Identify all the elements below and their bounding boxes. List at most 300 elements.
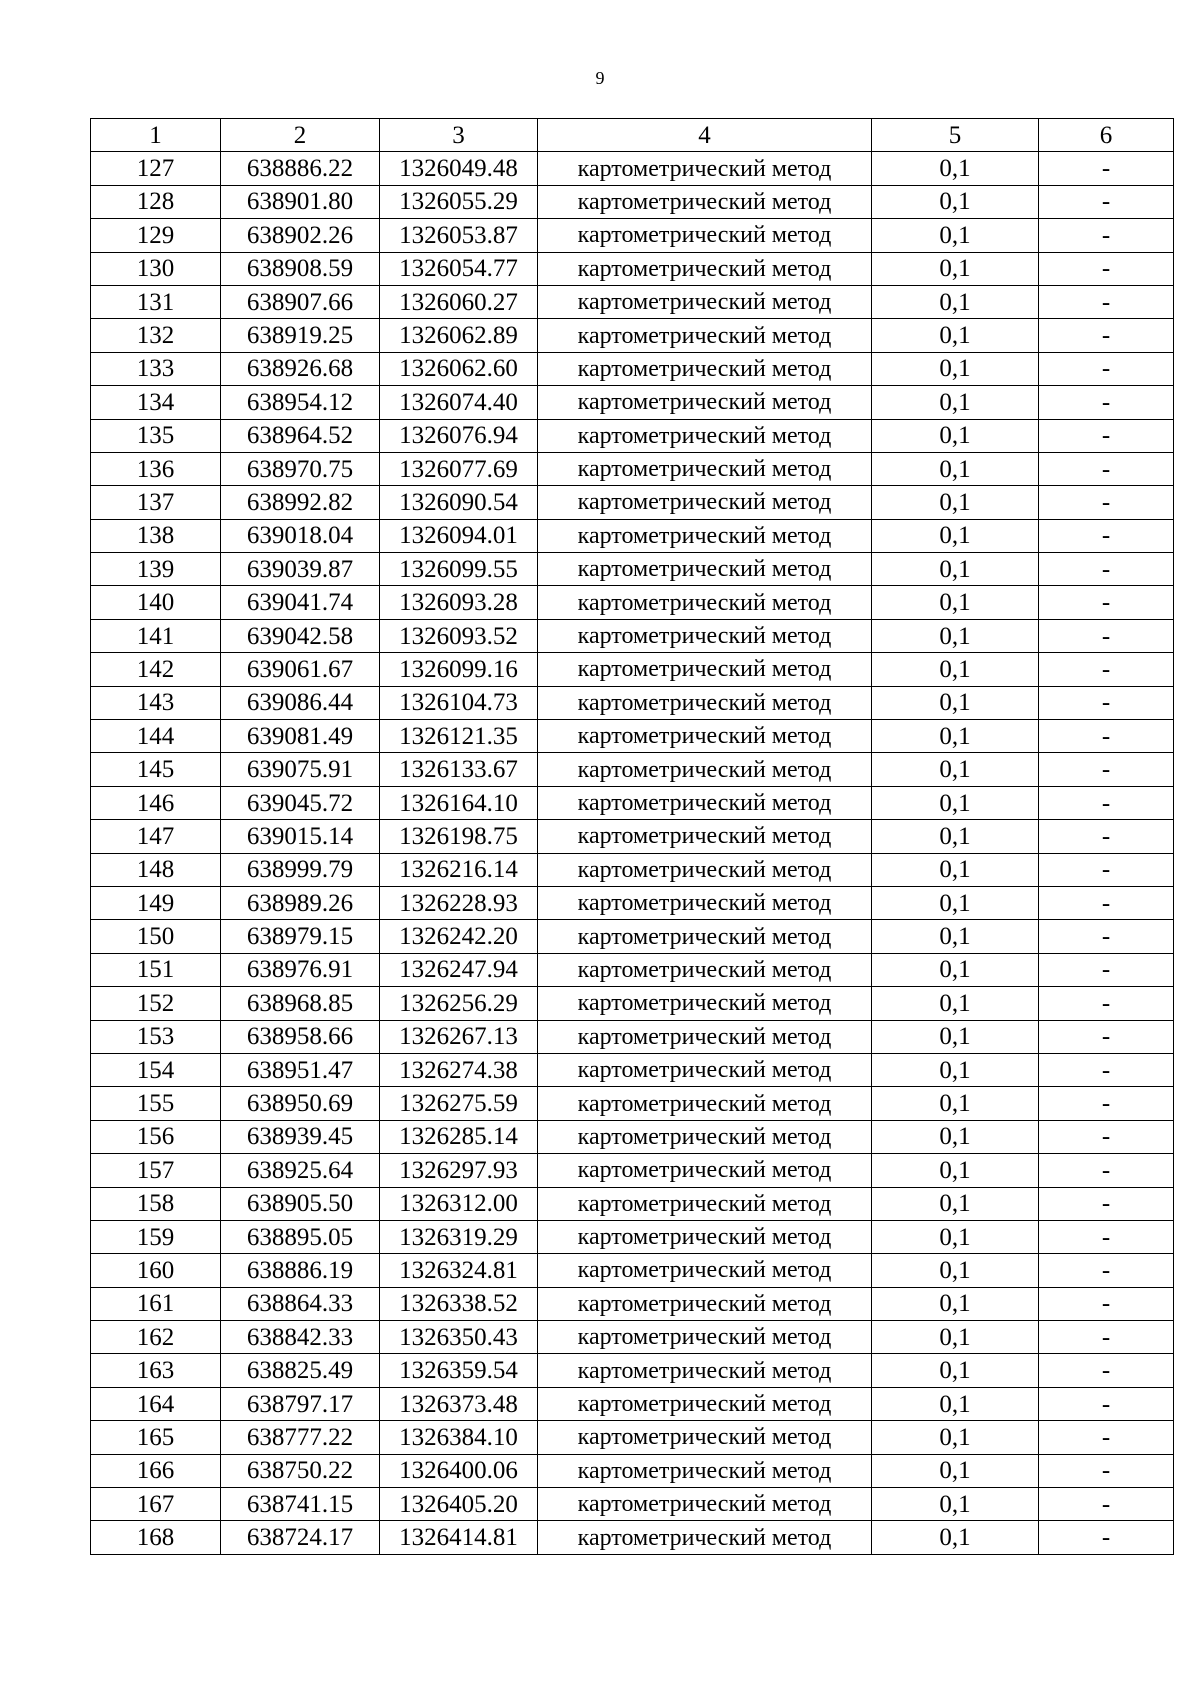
table-row [91, 219, 1174, 252]
note-cell: - [1039, 1187, 1174, 1220]
method-cell: картометрический метод [538, 1220, 872, 1253]
table-row [91, 920, 1174, 953]
method-cell: картометрический метод [538, 1387, 872, 1420]
y-coordinate-cell: 1326350.43 [380, 1321, 538, 1354]
y-coordinate-cell: 1326297.93 [380, 1154, 538, 1187]
x-coordinate-cell: 638926.68 [221, 352, 380, 385]
point-number-cell: 137 [91, 486, 221, 519]
y-coordinate-cell: 1326053.87 [380, 219, 538, 252]
accuracy-cell: 0,1 [872, 1020, 1039, 1053]
point-number-cell: 166 [91, 1454, 221, 1487]
point-number-cell: 151 [91, 953, 221, 986]
note-cell: - [1039, 1254, 1174, 1287]
accuracy-cell: 0,1 [872, 1220, 1039, 1253]
x-coordinate-cell: 638958.66 [221, 1020, 380, 1053]
note-cell: - [1039, 185, 1174, 218]
table-row [91, 853, 1174, 886]
table-row [91, 452, 1174, 485]
y-coordinate-cell: 1326090.54 [380, 486, 538, 519]
note-cell: - [1039, 1321, 1174, 1354]
method-cell: картометрический метод [538, 686, 872, 719]
accuracy-cell: 0,1 [872, 1421, 1039, 1454]
x-coordinate-cell: 639061.67 [221, 653, 380, 686]
table-row [91, 1387, 1174, 1420]
y-coordinate-cell: 1326099.16 [380, 653, 538, 686]
x-coordinate-cell: 638992.82 [221, 486, 380, 519]
note-cell: - [1039, 219, 1174, 252]
x-coordinate-cell: 638950.69 [221, 1087, 380, 1120]
point-number-cell: 138 [91, 519, 221, 552]
accuracy-cell: 0,1 [872, 1354, 1039, 1387]
method-cell: картометрический метод [538, 152, 872, 185]
table-row [91, 1321, 1174, 1354]
table-row [91, 252, 1174, 285]
y-coordinate-cell: 1326359.54 [380, 1354, 538, 1387]
x-coordinate-cell: 638970.75 [221, 452, 380, 485]
coordinates-table [90, 118, 1174, 1555]
note-cell: - [1039, 720, 1174, 753]
y-coordinate-cell: 1326198.75 [380, 820, 538, 853]
note-cell: - [1039, 886, 1174, 919]
point-number-cell: 139 [91, 553, 221, 586]
header-cell-1: 1 [91, 119, 221, 152]
y-coordinate-cell: 1326094.01 [380, 519, 538, 552]
method-cell: картометрический метод [538, 1354, 872, 1387]
note-cell: - [1039, 1154, 1174, 1187]
x-coordinate-cell: 638825.49 [221, 1354, 380, 1387]
accuracy-cell: 0,1 [872, 987, 1039, 1020]
point-number-cell: 134 [91, 386, 221, 419]
point-number-cell: 162 [91, 1321, 221, 1354]
x-coordinate-cell: 639018.04 [221, 519, 380, 552]
method-cell: картометрический метод [538, 1254, 872, 1287]
note-cell: - [1039, 1220, 1174, 1253]
y-coordinate-cell: 1326049.48 [380, 152, 538, 185]
header-cell-4: 4 [538, 119, 872, 152]
table-row [91, 419, 1174, 452]
y-coordinate-cell: 1326060.27 [380, 285, 538, 318]
note-cell: - [1039, 753, 1174, 786]
method-cell: картометрический метод [538, 1020, 872, 1053]
method-cell: картометрический метод [538, 1154, 872, 1187]
point-number-cell: 135 [91, 419, 221, 452]
table-row [91, 185, 1174, 218]
method-cell: картометрический метод [538, 853, 872, 886]
point-number-cell: 144 [91, 720, 221, 753]
x-coordinate-cell: 638907.66 [221, 285, 380, 318]
method-cell: картометрический метод [538, 1454, 872, 1487]
table-row [91, 1488, 1174, 1521]
note-cell: - [1039, 319, 1174, 352]
y-coordinate-cell: 1326373.48 [380, 1387, 538, 1420]
x-coordinate-cell: 638939.45 [221, 1120, 380, 1153]
point-number-cell: 127 [91, 152, 221, 185]
point-number-cell: 160 [91, 1254, 221, 1287]
y-coordinate-cell: 1326121.35 [380, 720, 538, 753]
note-cell: - [1039, 1053, 1174, 1086]
method-cell: картометрический метод [538, 519, 872, 552]
x-coordinate-cell: 638964.52 [221, 419, 380, 452]
method-cell: картометрический метод [538, 1421, 872, 1454]
y-coordinate-cell: 1326077.69 [380, 452, 538, 485]
table-row [91, 619, 1174, 652]
note-cell: - [1039, 553, 1174, 586]
header-row [91, 119, 1174, 152]
note-cell: - [1039, 252, 1174, 285]
table-row [91, 820, 1174, 853]
table-row [91, 586, 1174, 619]
y-coordinate-cell: 1326093.52 [380, 619, 538, 652]
accuracy-cell: 0,1 [872, 953, 1039, 986]
x-coordinate-cell: 638925.64 [221, 1154, 380, 1187]
note-cell: - [1039, 653, 1174, 686]
accuracy-cell: 0,1 [872, 1321, 1039, 1354]
x-coordinate-cell: 639081.49 [221, 720, 380, 753]
method-cell: картометрический метод [538, 619, 872, 652]
method-cell: картометрический метод [538, 352, 872, 385]
method-cell: картометрический метод [538, 452, 872, 485]
point-number-cell: 148 [91, 853, 221, 886]
y-coordinate-cell: 1326247.94 [380, 953, 538, 986]
y-coordinate-cell: 1326076.94 [380, 419, 538, 452]
y-coordinate-cell: 1326312.00 [380, 1187, 538, 1220]
point-number-cell: 159 [91, 1220, 221, 1253]
method-cell: картометрический метод [538, 953, 872, 986]
y-coordinate-cell: 1326055.29 [380, 185, 538, 218]
method-cell: картометрический метод [538, 185, 872, 218]
method-cell: картометрический метод [538, 1488, 872, 1521]
x-coordinate-cell: 638724.17 [221, 1521, 380, 1554]
x-coordinate-cell: 639015.14 [221, 820, 380, 853]
table-row [91, 1521, 1174, 1554]
x-coordinate-cell: 639045.72 [221, 786, 380, 819]
note-cell: - [1039, 386, 1174, 419]
table-header [91, 119, 1174, 152]
accuracy-cell: 0,1 [872, 653, 1039, 686]
accuracy-cell: 0,1 [872, 686, 1039, 719]
note-cell: - [1039, 619, 1174, 652]
table-row [91, 1220, 1174, 1253]
note-cell: - [1039, 285, 1174, 318]
note-cell: - [1039, 1120, 1174, 1153]
x-coordinate-cell: 638886.19 [221, 1254, 380, 1287]
accuracy-cell: 0,1 [872, 519, 1039, 552]
accuracy-cell: 0,1 [872, 252, 1039, 285]
method-cell: картометрический метод [538, 1087, 872, 1120]
y-coordinate-cell: 1326164.10 [380, 786, 538, 819]
x-coordinate-cell: 638976.91 [221, 953, 380, 986]
note-cell: - [1039, 1488, 1174, 1521]
accuracy-cell: 0,1 [872, 586, 1039, 619]
point-number-cell: 163 [91, 1354, 221, 1387]
accuracy-cell: 0,1 [872, 1154, 1039, 1187]
y-coordinate-cell: 1326267.13 [380, 1020, 538, 1053]
table-row [91, 1020, 1174, 1053]
x-coordinate-cell: 638741.15 [221, 1488, 380, 1521]
x-coordinate-cell: 638797.17 [221, 1387, 380, 1420]
table-row [91, 1120, 1174, 1153]
y-coordinate-cell: 1326104.73 [380, 686, 538, 719]
y-coordinate-cell: 1326400.06 [380, 1454, 538, 1487]
accuracy-cell: 0,1 [872, 1287, 1039, 1320]
table-row [91, 653, 1174, 686]
table-row [91, 1254, 1174, 1287]
table-row [91, 1454, 1174, 1487]
page-number: 9 [595, 68, 605, 88]
accuracy-cell: 0,1 [872, 419, 1039, 452]
accuracy-cell: 0,1 [872, 352, 1039, 385]
method-cell: картометрический метод [538, 419, 872, 452]
note-cell: - [1039, 1020, 1174, 1053]
note-cell: - [1039, 1387, 1174, 1420]
point-number-cell: 131 [91, 285, 221, 318]
x-coordinate-cell: 639086.44 [221, 686, 380, 719]
method-cell: картометрический метод [538, 1287, 872, 1320]
point-number-cell: 145 [91, 753, 221, 786]
y-coordinate-cell: 1326062.89 [380, 319, 538, 352]
accuracy-cell: 0,1 [872, 386, 1039, 419]
note-cell: - [1039, 820, 1174, 853]
note-cell: - [1039, 152, 1174, 185]
accuracy-cell: 0,1 [872, 886, 1039, 919]
method-cell: картометрический метод [538, 319, 872, 352]
point-number-cell: 158 [91, 1187, 221, 1220]
y-coordinate-cell: 1326275.59 [380, 1087, 538, 1120]
y-coordinate-cell: 1326062.60 [380, 352, 538, 385]
accuracy-cell: 0,1 [872, 1521, 1039, 1554]
x-coordinate-cell: 639039.87 [221, 553, 380, 586]
header-cell-2: 2 [221, 119, 380, 152]
x-coordinate-cell: 638902.26 [221, 219, 380, 252]
method-cell: картометрический метод [538, 252, 872, 285]
y-coordinate-cell: 1326093.28 [380, 586, 538, 619]
accuracy-cell: 0,1 [872, 1454, 1039, 1487]
x-coordinate-cell: 638968.85 [221, 987, 380, 1020]
x-coordinate-cell: 638777.22 [221, 1421, 380, 1454]
accuracy-cell: 0,1 [872, 1187, 1039, 1220]
accuracy-cell: 0,1 [872, 452, 1039, 485]
method-cell: картометрический метод [538, 720, 872, 753]
accuracy-cell: 0,1 [872, 1254, 1039, 1287]
accuracy-cell: 0,1 [872, 1488, 1039, 1521]
x-coordinate-cell: 638864.33 [221, 1287, 380, 1320]
y-coordinate-cell: 1326133.67 [380, 753, 538, 786]
table-row [91, 1421, 1174, 1454]
method-cell: картометрический метод [538, 753, 872, 786]
method-cell: картометрический метод [538, 786, 872, 819]
accuracy-cell: 0,1 [872, 1387, 1039, 1420]
point-number-cell: 153 [91, 1020, 221, 1053]
method-cell: картометрический метод [538, 987, 872, 1020]
header-cell-3: 3 [380, 119, 538, 152]
note-cell: - [1039, 519, 1174, 552]
point-number-cell: 128 [91, 185, 221, 218]
y-coordinate-cell: 1326324.81 [380, 1254, 538, 1287]
y-coordinate-cell: 1326338.52 [380, 1287, 538, 1320]
table-row [91, 786, 1174, 819]
point-number-cell: 149 [91, 886, 221, 919]
accuracy-cell: 0,1 [872, 185, 1039, 218]
method-cell: картометрический метод [538, 1521, 872, 1554]
point-number-cell: 132 [91, 319, 221, 352]
x-coordinate-cell: 638842.33 [221, 1321, 380, 1354]
x-coordinate-cell: 639041.74 [221, 586, 380, 619]
table-row [91, 352, 1174, 385]
note-cell: - [1039, 352, 1174, 385]
x-coordinate-cell: 638908.59 [221, 252, 380, 285]
y-coordinate-cell: 1326414.81 [380, 1521, 538, 1554]
method-cell: картометрический метод [538, 386, 872, 419]
method-cell: картометрический метод [538, 219, 872, 252]
note-cell: - [1039, 452, 1174, 485]
table-body [91, 152, 1174, 1554]
table-row [91, 152, 1174, 185]
note-cell: - [1039, 686, 1174, 719]
accuracy-cell: 0,1 [872, 720, 1039, 753]
table-row [91, 1154, 1174, 1187]
note-cell: - [1039, 419, 1174, 452]
y-coordinate-cell: 1326074.40 [380, 386, 538, 419]
accuracy-cell: 0,1 [872, 219, 1039, 252]
method-cell: картометрический метод [538, 653, 872, 686]
table-row [91, 386, 1174, 419]
table-row [91, 1053, 1174, 1086]
point-number-cell: 164 [91, 1387, 221, 1420]
method-cell: картометрический метод [538, 486, 872, 519]
y-coordinate-cell: 1326054.77 [380, 252, 538, 285]
point-number-cell: 152 [91, 987, 221, 1020]
point-number-cell: 133 [91, 352, 221, 385]
table-row [91, 486, 1174, 519]
x-coordinate-cell: 638905.50 [221, 1187, 380, 1220]
point-number-cell: 155 [91, 1087, 221, 1120]
x-coordinate-cell: 638901.80 [221, 185, 380, 218]
accuracy-cell: 0,1 [872, 1087, 1039, 1120]
table-row [91, 1354, 1174, 1387]
table-row [91, 285, 1174, 318]
method-cell: картометрический метод [538, 553, 872, 586]
point-number-cell: 147 [91, 820, 221, 853]
note-cell: - [1039, 920, 1174, 953]
point-number-cell: 140 [91, 586, 221, 619]
table-row [91, 886, 1174, 919]
table-row [91, 953, 1174, 986]
point-number-cell: 154 [91, 1053, 221, 1086]
point-number-cell: 156 [91, 1120, 221, 1153]
method-cell: картометрический метод [538, 1187, 872, 1220]
note-cell: - [1039, 987, 1174, 1020]
y-coordinate-cell: 1326319.29 [380, 1220, 538, 1253]
x-coordinate-cell: 638954.12 [221, 386, 380, 419]
note-cell: - [1039, 586, 1174, 619]
accuracy-cell: 0,1 [872, 319, 1039, 352]
table-row [91, 1187, 1174, 1220]
y-coordinate-cell: 1326242.20 [380, 920, 538, 953]
accuracy-cell: 0,1 [872, 152, 1039, 185]
note-cell: - [1039, 853, 1174, 886]
point-number-cell: 136 [91, 452, 221, 485]
y-coordinate-cell: 1326216.14 [380, 853, 538, 886]
x-coordinate-cell: 639075.91 [221, 753, 380, 786]
method-cell: картометрический метод [538, 1120, 872, 1153]
point-number-cell: 168 [91, 1521, 221, 1554]
y-coordinate-cell: 1326099.55 [380, 553, 538, 586]
note-cell: - [1039, 1287, 1174, 1320]
method-cell: картометрический метод [538, 285, 872, 318]
accuracy-cell: 0,1 [872, 786, 1039, 819]
table-row [91, 1287, 1174, 1320]
table-row [91, 319, 1174, 352]
method-cell: картометрический метод [538, 820, 872, 853]
point-number-cell: 129 [91, 219, 221, 252]
x-coordinate-cell: 639042.58 [221, 619, 380, 652]
point-number-cell: 150 [91, 920, 221, 953]
header-cell-5: 5 [872, 119, 1039, 152]
table-row [91, 753, 1174, 786]
accuracy-cell: 0,1 [872, 553, 1039, 586]
point-number-cell: 167 [91, 1488, 221, 1521]
point-number-cell: 146 [91, 786, 221, 819]
x-coordinate-cell: 638999.79 [221, 853, 380, 886]
y-coordinate-cell: 1326405.20 [380, 1488, 538, 1521]
method-cell: картометрический метод [538, 1053, 872, 1086]
point-number-cell: 141 [91, 619, 221, 652]
accuracy-cell: 0,1 [872, 486, 1039, 519]
point-number-cell: 130 [91, 252, 221, 285]
note-cell: - [1039, 953, 1174, 986]
note-cell: - [1039, 1087, 1174, 1120]
point-number-cell: 161 [91, 1287, 221, 1320]
y-coordinate-cell: 1326228.93 [380, 886, 538, 919]
x-coordinate-cell: 638886.22 [221, 152, 380, 185]
y-coordinate-cell: 1326384.10 [380, 1421, 538, 1454]
table-row [91, 519, 1174, 552]
x-coordinate-cell: 638919.25 [221, 319, 380, 352]
method-cell: картометрический метод [538, 586, 872, 619]
method-cell: картометрический метод [538, 920, 872, 953]
point-number-cell: 165 [91, 1421, 221, 1454]
method-cell: картометрический метод [538, 886, 872, 919]
y-coordinate-cell: 1326256.29 [380, 987, 538, 1020]
y-coordinate-cell: 1326274.38 [380, 1053, 538, 1086]
accuracy-cell: 0,1 [872, 1053, 1039, 1086]
table-row [91, 553, 1174, 586]
point-number-cell: 142 [91, 653, 221, 686]
table-row [91, 1087, 1174, 1120]
y-coordinate-cell: 1326285.14 [380, 1120, 538, 1153]
note-cell: - [1039, 1454, 1174, 1487]
point-number-cell: 157 [91, 1154, 221, 1187]
accuracy-cell: 0,1 [872, 285, 1039, 318]
note-cell: - [1039, 1354, 1174, 1387]
header-cell-6: 6 [1039, 119, 1174, 152]
table-row [91, 686, 1174, 719]
point-number-cell: 143 [91, 686, 221, 719]
method-cell: картометрический метод [538, 1321, 872, 1354]
table-row [91, 720, 1174, 753]
x-coordinate-cell: 638989.26 [221, 886, 380, 919]
x-coordinate-cell: 638895.05 [221, 1220, 380, 1253]
x-coordinate-cell: 638750.22 [221, 1454, 380, 1487]
note-cell: - [1039, 1421, 1174, 1454]
accuracy-cell: 0,1 [872, 853, 1039, 886]
accuracy-cell: 0,1 [872, 753, 1039, 786]
table-row [91, 987, 1174, 1020]
note-cell: - [1039, 786, 1174, 819]
accuracy-cell: 0,1 [872, 920, 1039, 953]
accuracy-cell: 0,1 [872, 1120, 1039, 1153]
note-cell: - [1039, 1521, 1174, 1554]
